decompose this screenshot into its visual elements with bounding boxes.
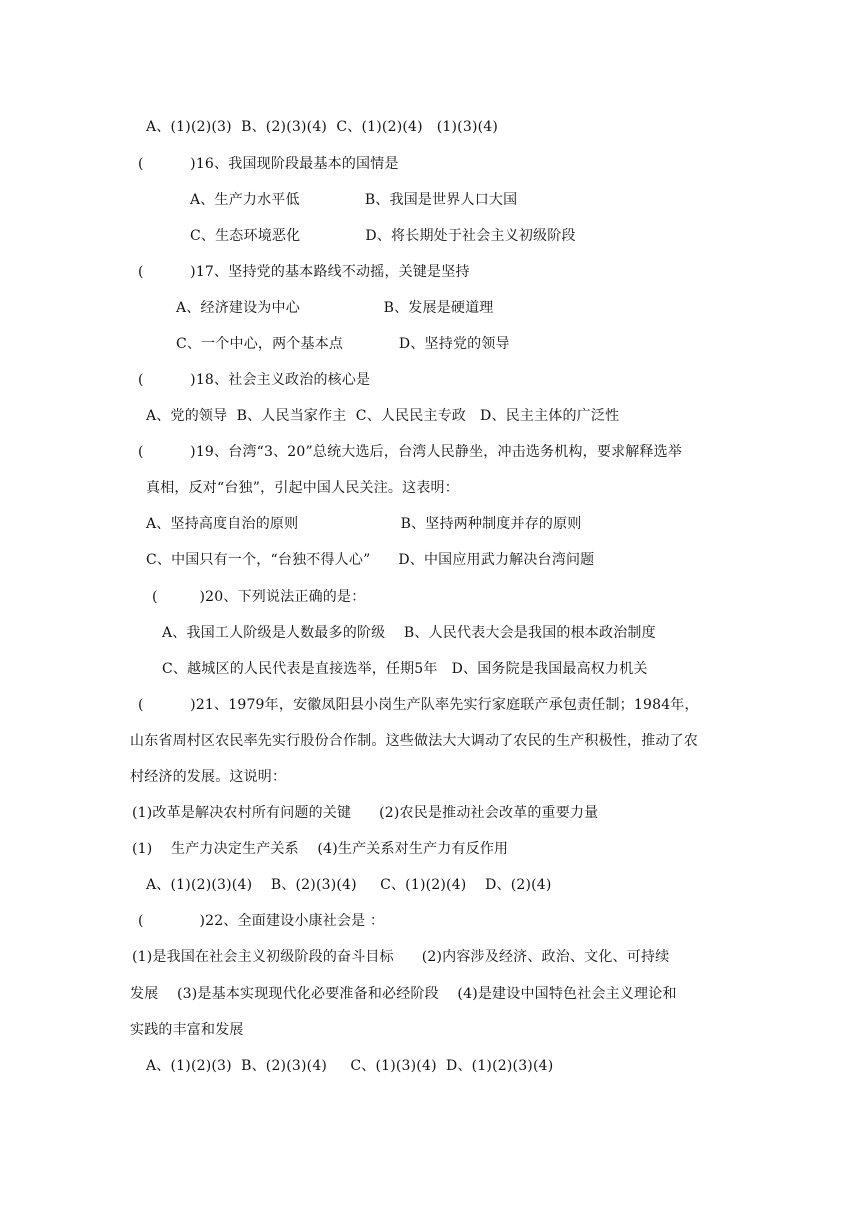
q22-options: A、(1)(2)(3) B、(2)(3)(4) C、(1)(3)(4) D、(1)(2)(3)(4) [146,1058,554,1074]
q21-options: A、(1)(2)(3)(4) B、(2)(3)(4) C、(1)(2)(4) D、(2)(4) [146,877,552,893]
q21-statements-34: (1) 生产力决定生产关系 (4)生产关系对生产力有反作用 [132,841,509,857]
q20-options-cd: C、越城区的人民代表是直接选举，任期5年 D、国务院是我国最高权力机关 [162,661,648,677]
q21-stem-cont-1: 山东省周村区农民率先实行股份合作制。这些做法大大调动了农民的生产积极性，推动了农 [130,733,698,749]
q17-options-ab: A、经济建设为中心 B、发展是硬道理 [176,300,494,316]
q21-stem-cont-2: 村经济的发展。这说明： [130,769,287,785]
q21-statements-12: (1)改革是解决农村所有问题的关键 (2)农民是推动社会改革的重要力量 [132,805,599,821]
q17-options-cd: C、一个中心，两个基本点 D、坚持党的领导 [176,336,510,352]
q19-stem-cont: 真相，反对“台独”，引起中国人民关注。这表明： [146,480,459,496]
q19-options-cd: C、中国只有一个，“台独不得人心” D、中国应用武力解决台湾问题 [146,552,595,568]
q22-statements-1: (1)是我国在社会主义初级阶段的奋斗目标 (2)内容涉及经济、政治、文化、可持续 [132,949,670,965]
q20-options-ab: A、我国工人阶级是人数最多的阶级 B、人民代表大会是我国的根本政治制度 [162,625,656,641]
q16-options-cd: C、生态环境恶化 D、将长期处于社会主义初级阶段 [190,228,576,244]
q19-stem: ( )19、台湾“3、20”总统大选后，台湾人民静坐，冲击选务机构，要求解释选举 [138,444,683,460]
q16-stem: ( )16、我国现阶段最基本的国情是 [138,156,399,172]
q18-stem: ( )18、社会主义政治的核心是 [138,372,371,388]
q22-statements-3: 实践的丰富和发展 [130,1022,244,1038]
q20-stem: ( )20、下列说法正确的是： [152,589,366,605]
q16-options-ab: A、生产力水平低 B、我国是世界人口大国 [190,192,518,208]
q21-stem: ( )21、1979年，安徽凤阳县小岗生产队率先实行家庭联产承包责任制；1984年， [138,697,699,713]
q15-options: A、(1)(2)(3) B、(2)(3)(4) C、(1)(2)(4) (1)(3)(4) [146,119,499,135]
q22-statements-2: 发展 (3)是基本实现现代化必要准备和必经阶段 (4)是建设中国特色社会主义理论和 [130,986,677,1002]
q22-stem: ( )22、全面建设小康社会是 ： [138,913,385,929]
q19-options-ab: A、坚持高度自治的原则 B、坚持两种制度并存的原则 [146,516,582,532]
q17-stem: ( )17、坚持党的基本路线不动摇，关键是坚持 [138,264,470,280]
q18-options: A、党的领导 B、人民当家作主 C、人民民主专政 D、民主主体的广泛性 [146,408,620,424]
